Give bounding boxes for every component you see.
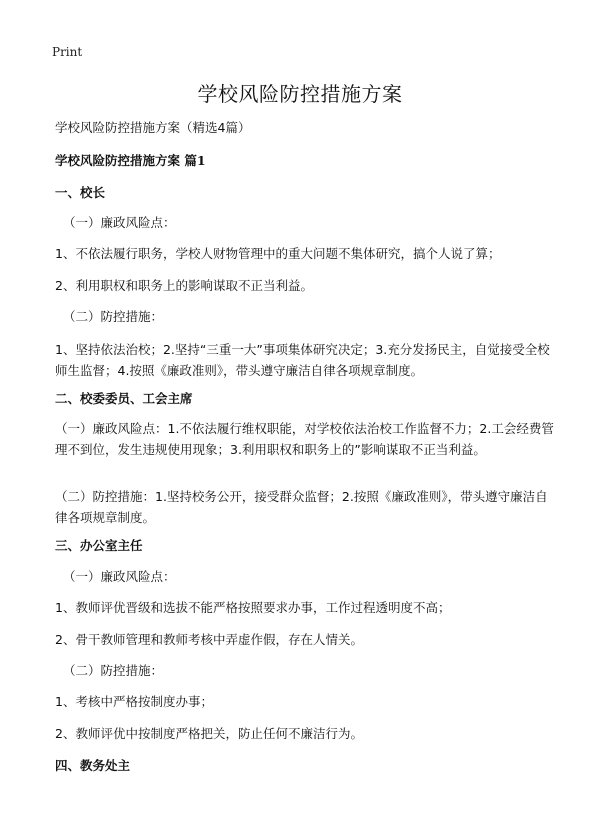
print-link[interactable]: Print: [52, 45, 83, 59]
heading-office-director: 三、办公室主任: [55, 538, 143, 553]
risk-item: 2、骨干教师管理和教师考核中弄虚作假，存在人情关。: [55, 632, 363, 647]
measures-label: （二）防控措施：: [63, 309, 164, 324]
heading-committee: 二、校委委员、工会主席: [55, 391, 193, 406]
measure-item: 1、考核中严格按制度办事；: [55, 694, 213, 709]
document-subtitle: 学校风险防控措施方案（精选4篇）: [55, 120, 251, 135]
risk-paragraph: （一）廉政风险点：1.不依法履行维权职能，对学校依法治校工作监督不力；2.工会经费管理不到位，发生违规使用现象；3.利用职权和职务上的”影响谋取不正当利益。: [55, 421, 554, 457]
heading-principal: 一、校长: [55, 185, 106, 200]
page-title: 学校风险防控措施方案: [197, 82, 403, 106]
risk-item: 1、不依法履行职务，学校人财物管理中的重大问题不集体研究，搞个人说了算；: [55, 246, 501, 261]
risk-item: 1、教师评优晋级和选拔不能严格按照要求办事，工作过程透明度不高；: [55, 600, 451, 615]
measures-paragraph: 1、坚持依法治校；2.坚持“三重一大”事项集体研究决定；3.充分发扬民主，自觉接受全校师生监督；4.按照《廉政准则》，带头遵守廉洁自律各项规章制度。: [55, 342, 550, 378]
measures-label: （二）防控措施：: [63, 663, 164, 678]
risk-points-label: （一）廉政风险点：: [63, 215, 176, 230]
heading-academic-affairs: 四、教务处主: [55, 758, 131, 773]
section-heading: 学校风险防控措施方案 篇1: [55, 153, 206, 168]
risk-points-label: （一）廉政风险点：: [63, 569, 176, 584]
measures-paragraph: （二）防控措施：1.坚持校务公开，接受群众监督；2.按照《廉政准则》，带头遵守廉洁自律各项规章制度。: [55, 489, 548, 525]
measure-item: 2、教师评优中按制度严格把关，防止任何不廉洁行为。: [55, 726, 363, 741]
risk-item: 2、利用职权和职务上的影响谋取不正当利益。: [55, 278, 313, 293]
